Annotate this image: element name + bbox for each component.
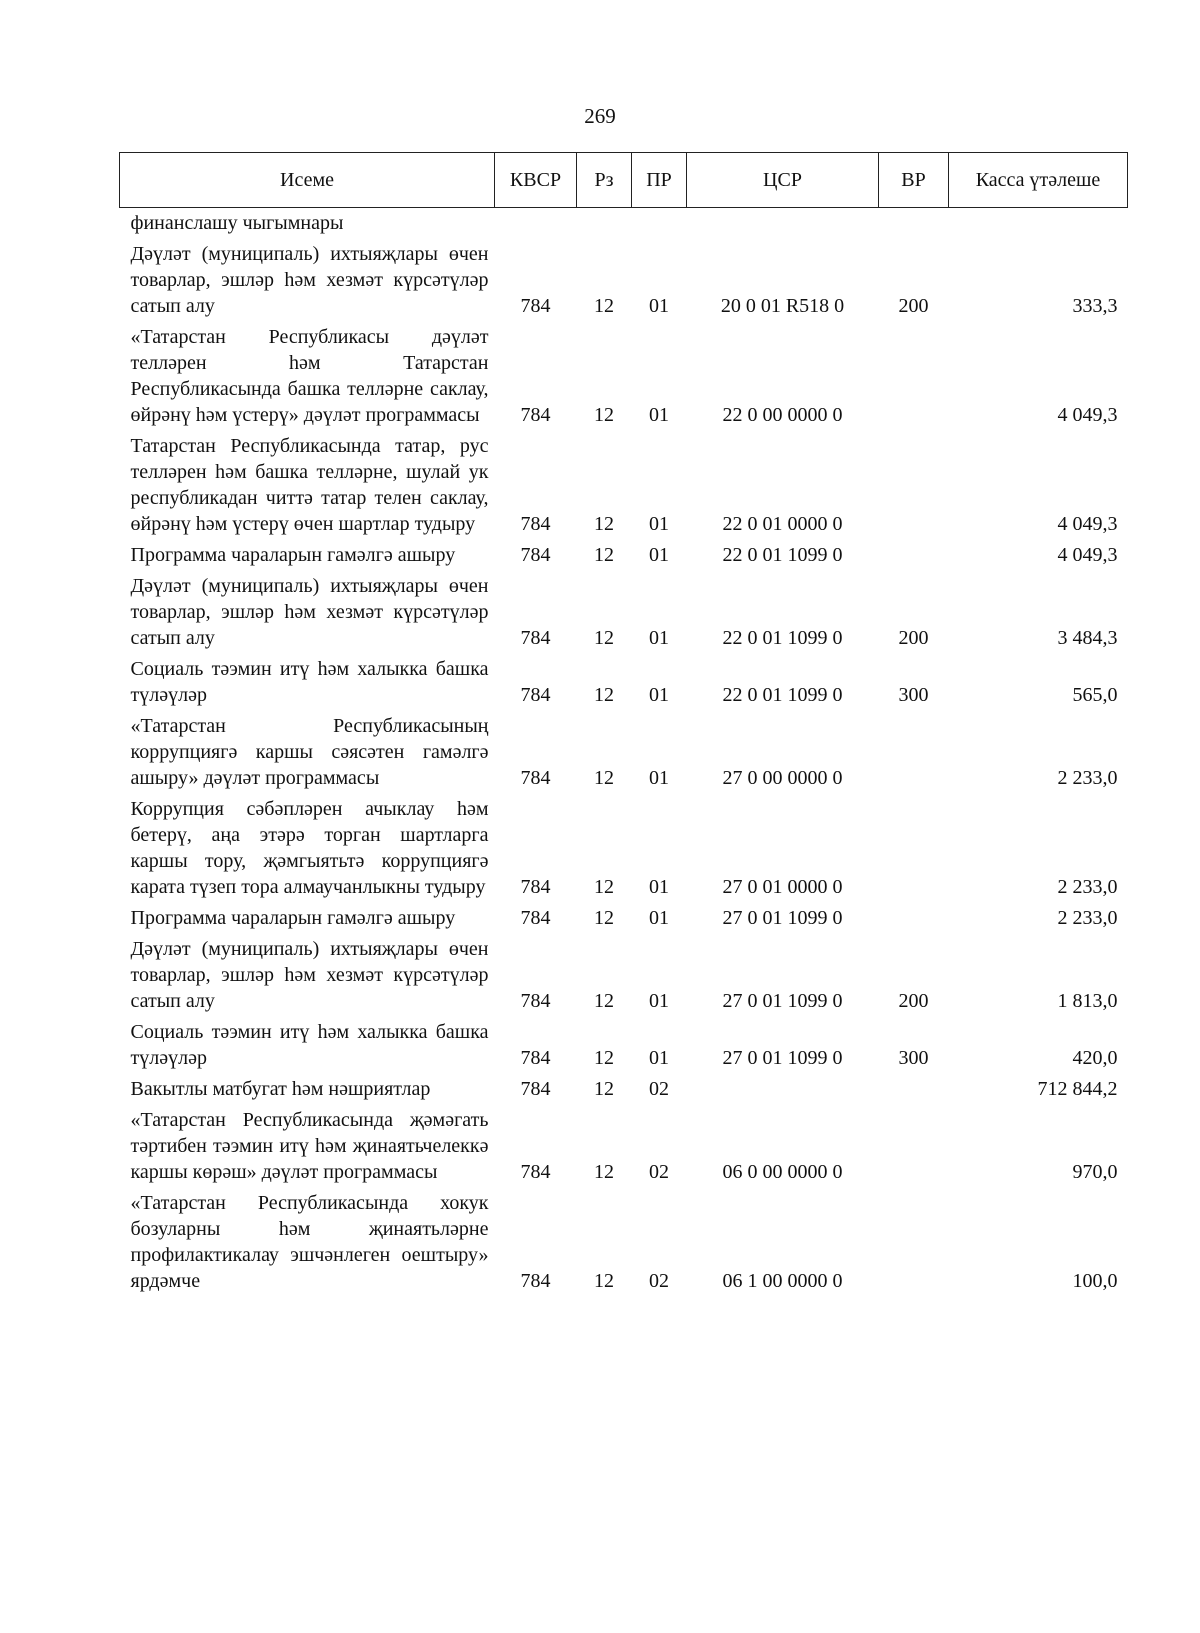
row-csr: 27 0 01 1099 0 (722, 1047, 843, 1069)
row-rz: 12 (594, 513, 614, 535)
row-vr (879, 903, 949, 934)
row-name: «Татарстан Республикасында хокук бозуларны һәм җинаятьләрне профилактикалау эшчәнлеген оештыру» ярдәмче (130, 1192, 489, 1292)
row-csr: 06 0 00 0000 0 (722, 1161, 843, 1183)
row-vr (879, 794, 949, 903)
row-rz: 12 (594, 627, 614, 649)
row-pr: 01 (649, 1047, 669, 1069)
row-rz: 12 (594, 1270, 614, 1292)
row-rz: 12 (594, 404, 614, 426)
row-kvsr: 784 (520, 544, 551, 566)
row-name: финанслашу чыгымнары (130, 212, 344, 234)
row-name: Дәүләт (муниципаль) ихтыяҗлары өчен товарлар, эшләр һәм хезмәт күрсәтүләр сатып алу (130, 243, 489, 317)
row-cash-execution: 2 233,0 (1057, 876, 1118, 898)
header-cash-execution: Касса үтәлеше (949, 153, 1128, 208)
page-number: 269 (584, 104, 616, 128)
row-rz: 12 (594, 544, 614, 566)
row-csr: 20 0 01 R518 0 (720, 295, 845, 317)
row-kvsr: 784 (520, 404, 551, 426)
row-csr: 27 0 01 1099 0 (722, 907, 843, 929)
table-row (120, 540, 1128, 571)
row-cash-execution: 970,0 (1072, 1161, 1118, 1183)
row-cash-execution: 1 813,0 (1057, 990, 1118, 1012)
row-name: Вакытлы матбугат һәм нәшриятлар (130, 1078, 431, 1100)
row-pr: 01 (649, 627, 669, 649)
row-name: «Татарстан Республикасы дәүләт телләрен һәм Татарстан Республикасында башка телләрне саклау, өйрәнү һәм үстерү» дәүләт программасы (130, 326, 489, 426)
row-name: Коррупция сәбәпләрен ачыклау һәм бетерү, аңа этәрә торган шартларга каршы тору, җәмгыятьтә коррупциягә карата түзеп тора алмаучанлыкны тудыру (130, 798, 489, 898)
row-csr: 22 0 01 1099 0 (722, 684, 843, 706)
row-rz: 12 (594, 907, 614, 929)
row-pr: 01 (649, 907, 669, 929)
row-name: Социаль тәэмин итү һәм халыкка башка түләүләр (130, 1021, 489, 1069)
row-vr (879, 540, 949, 571)
table-row (120, 1074, 1128, 1105)
row-name: Дәүләт (муниципаль) ихтыяҗлары өчен товарлар, эшләр һәм хезмәт күрсәтүләр сатып алу (130, 575, 489, 649)
row-pr: 01 (649, 684, 669, 706)
row-cash-execution: 333,3 (1072, 295, 1118, 317)
table-row (120, 903, 1128, 934)
header-name: Исеме (120, 153, 495, 208)
header-kvsr: КВСР (495, 153, 577, 208)
row-kvsr: 784 (520, 767, 551, 789)
table-row (120, 571, 1128, 654)
row-cash-execution: 2 233,0 (1057, 907, 1118, 929)
row-name: Программа чараларын гамәлгә ашыру (130, 544, 456, 566)
row-cash-execution (949, 208, 1128, 240)
table-row (120, 431, 1128, 540)
row-vr (879, 431, 949, 540)
header-vr: ВР (879, 153, 949, 208)
row-vr (879, 322, 949, 431)
table-row (120, 322, 1128, 431)
row-name: Социаль тәэмин итү һәм халыкка башка түләүләр (130, 658, 489, 706)
table-row (120, 711, 1128, 794)
row-vr (879, 1188, 949, 1297)
row-vr: 200 (898, 990, 929, 1012)
row-vr (879, 1105, 949, 1188)
row-rz: 12 (594, 1078, 614, 1100)
row-kvsr: 784 (520, 1047, 551, 1069)
row-csr: 22 0 01 1099 0 (722, 544, 843, 566)
header-pr: ПР (632, 153, 687, 208)
row-name: Программа чараларын гамәлгә ашыру (130, 907, 456, 929)
row-rz: 12 (594, 1047, 614, 1069)
header-rz: Рз (577, 153, 632, 208)
row-cash-execution: 100,0 (1072, 1270, 1118, 1292)
row-vr: 300 (898, 684, 929, 706)
table-row (120, 1188, 1128, 1297)
row-rz: 12 (594, 767, 614, 789)
row-cash-execution: 3 484,3 (1057, 627, 1118, 649)
row-csr: 22 0 01 0000 0 (722, 513, 843, 535)
row-kvsr: 784 (520, 907, 551, 929)
row-csr: 06 1 00 0000 0 (722, 1270, 843, 1292)
row-csr: 27 0 01 0000 0 (722, 876, 843, 898)
row-kvsr (495, 208, 577, 240)
row-kvsr: 784 (520, 1270, 551, 1292)
row-csr: 22 0 01 1099 0 (722, 627, 843, 649)
row-cash-execution: 420,0 (1072, 1047, 1118, 1069)
table-row (120, 794, 1128, 903)
row-vr (879, 1074, 949, 1105)
row-cash-execution: 4 049,3 (1057, 544, 1118, 566)
row-cash-execution: 2 233,0 (1057, 767, 1118, 789)
table-header (120, 153, 1128, 208)
row-pr: 01 (649, 990, 669, 1012)
row-csr: 27 0 00 0000 0 (722, 767, 843, 789)
row-pr (632, 208, 687, 240)
row-pr: 01 (649, 404, 669, 426)
table-body (120, 208, 1128, 1298)
row-vr (879, 711, 949, 794)
row-vr (879, 208, 949, 240)
table-row (120, 934, 1128, 1017)
row-kvsr: 784 (520, 627, 551, 649)
row-pr: 01 (649, 544, 669, 566)
row-rz (577, 208, 632, 240)
row-kvsr: 784 (520, 876, 551, 898)
row-rz: 12 (594, 1161, 614, 1183)
row-csr: 22 0 00 0000 0 (722, 404, 843, 426)
row-pr: 01 (649, 513, 669, 535)
row-vr: 200 (898, 627, 929, 649)
row-name: Дәүләт (муниципаль) ихтыяҗлары өчен товарлар, эшләр һәм хезмәт күрсәтүләр сатып алу (130, 938, 489, 1012)
row-name: Татарстан Республикасында татар, рус телләрен һәм башка телләрне, шулай ук республикадан читтә татар телен саклау, өйрәнү һәм үстерү өчен шартлар тудыру (130, 435, 489, 535)
row-pr: 02 (649, 1270, 669, 1292)
table-row (120, 208, 1128, 240)
row-vr: 300 (898, 1047, 929, 1069)
row-pr: 01 (649, 767, 669, 789)
row-kvsr: 784 (520, 1078, 551, 1100)
row-name: «Татарстан Республикасының коррупциягә каршы сәясәтен гамәлгә ашыру» дәүләт программасы (130, 715, 489, 789)
row-cash-execution: 565,0 (1072, 684, 1118, 706)
row-pr: 02 (649, 1161, 669, 1183)
row-cash-execution: 712 844,2 (1037, 1078, 1118, 1100)
row-rz: 12 (594, 990, 614, 1012)
table-row (120, 1105, 1128, 1188)
row-pr: 02 (649, 1078, 669, 1100)
row-cash-execution: 4 049,3 (1057, 513, 1118, 535)
table-row (120, 654, 1128, 711)
row-csr (687, 208, 879, 240)
row-csr (687, 1074, 879, 1105)
row-name: «Татарстан Республикасында җәмәгать тәртибен тәэмин итү һәм җинаятьчелеккә каршы көрәш» дәүләт программасы (130, 1109, 489, 1183)
row-pr: 01 (649, 876, 669, 898)
row-rz: 12 (594, 295, 614, 317)
row-kvsr: 784 (520, 295, 551, 317)
row-kvsr: 784 (520, 513, 551, 535)
row-csr: 27 0 01 1099 0 (722, 990, 843, 1012)
row-kvsr: 784 (520, 1161, 551, 1183)
row-rz: 12 (594, 876, 614, 898)
header-csr: ЦСР (687, 153, 879, 208)
row-rz: 12 (594, 684, 614, 706)
row-kvsr: 784 (520, 990, 551, 1012)
budget-table (119, 152, 1128, 1297)
row-cash-execution: 4 049,3 (1057, 404, 1118, 426)
table-row (120, 239, 1128, 322)
table-row (120, 1017, 1128, 1074)
row-kvsr: 784 (520, 684, 551, 706)
row-pr: 01 (649, 295, 669, 317)
row-vr: 200 (898, 295, 929, 317)
